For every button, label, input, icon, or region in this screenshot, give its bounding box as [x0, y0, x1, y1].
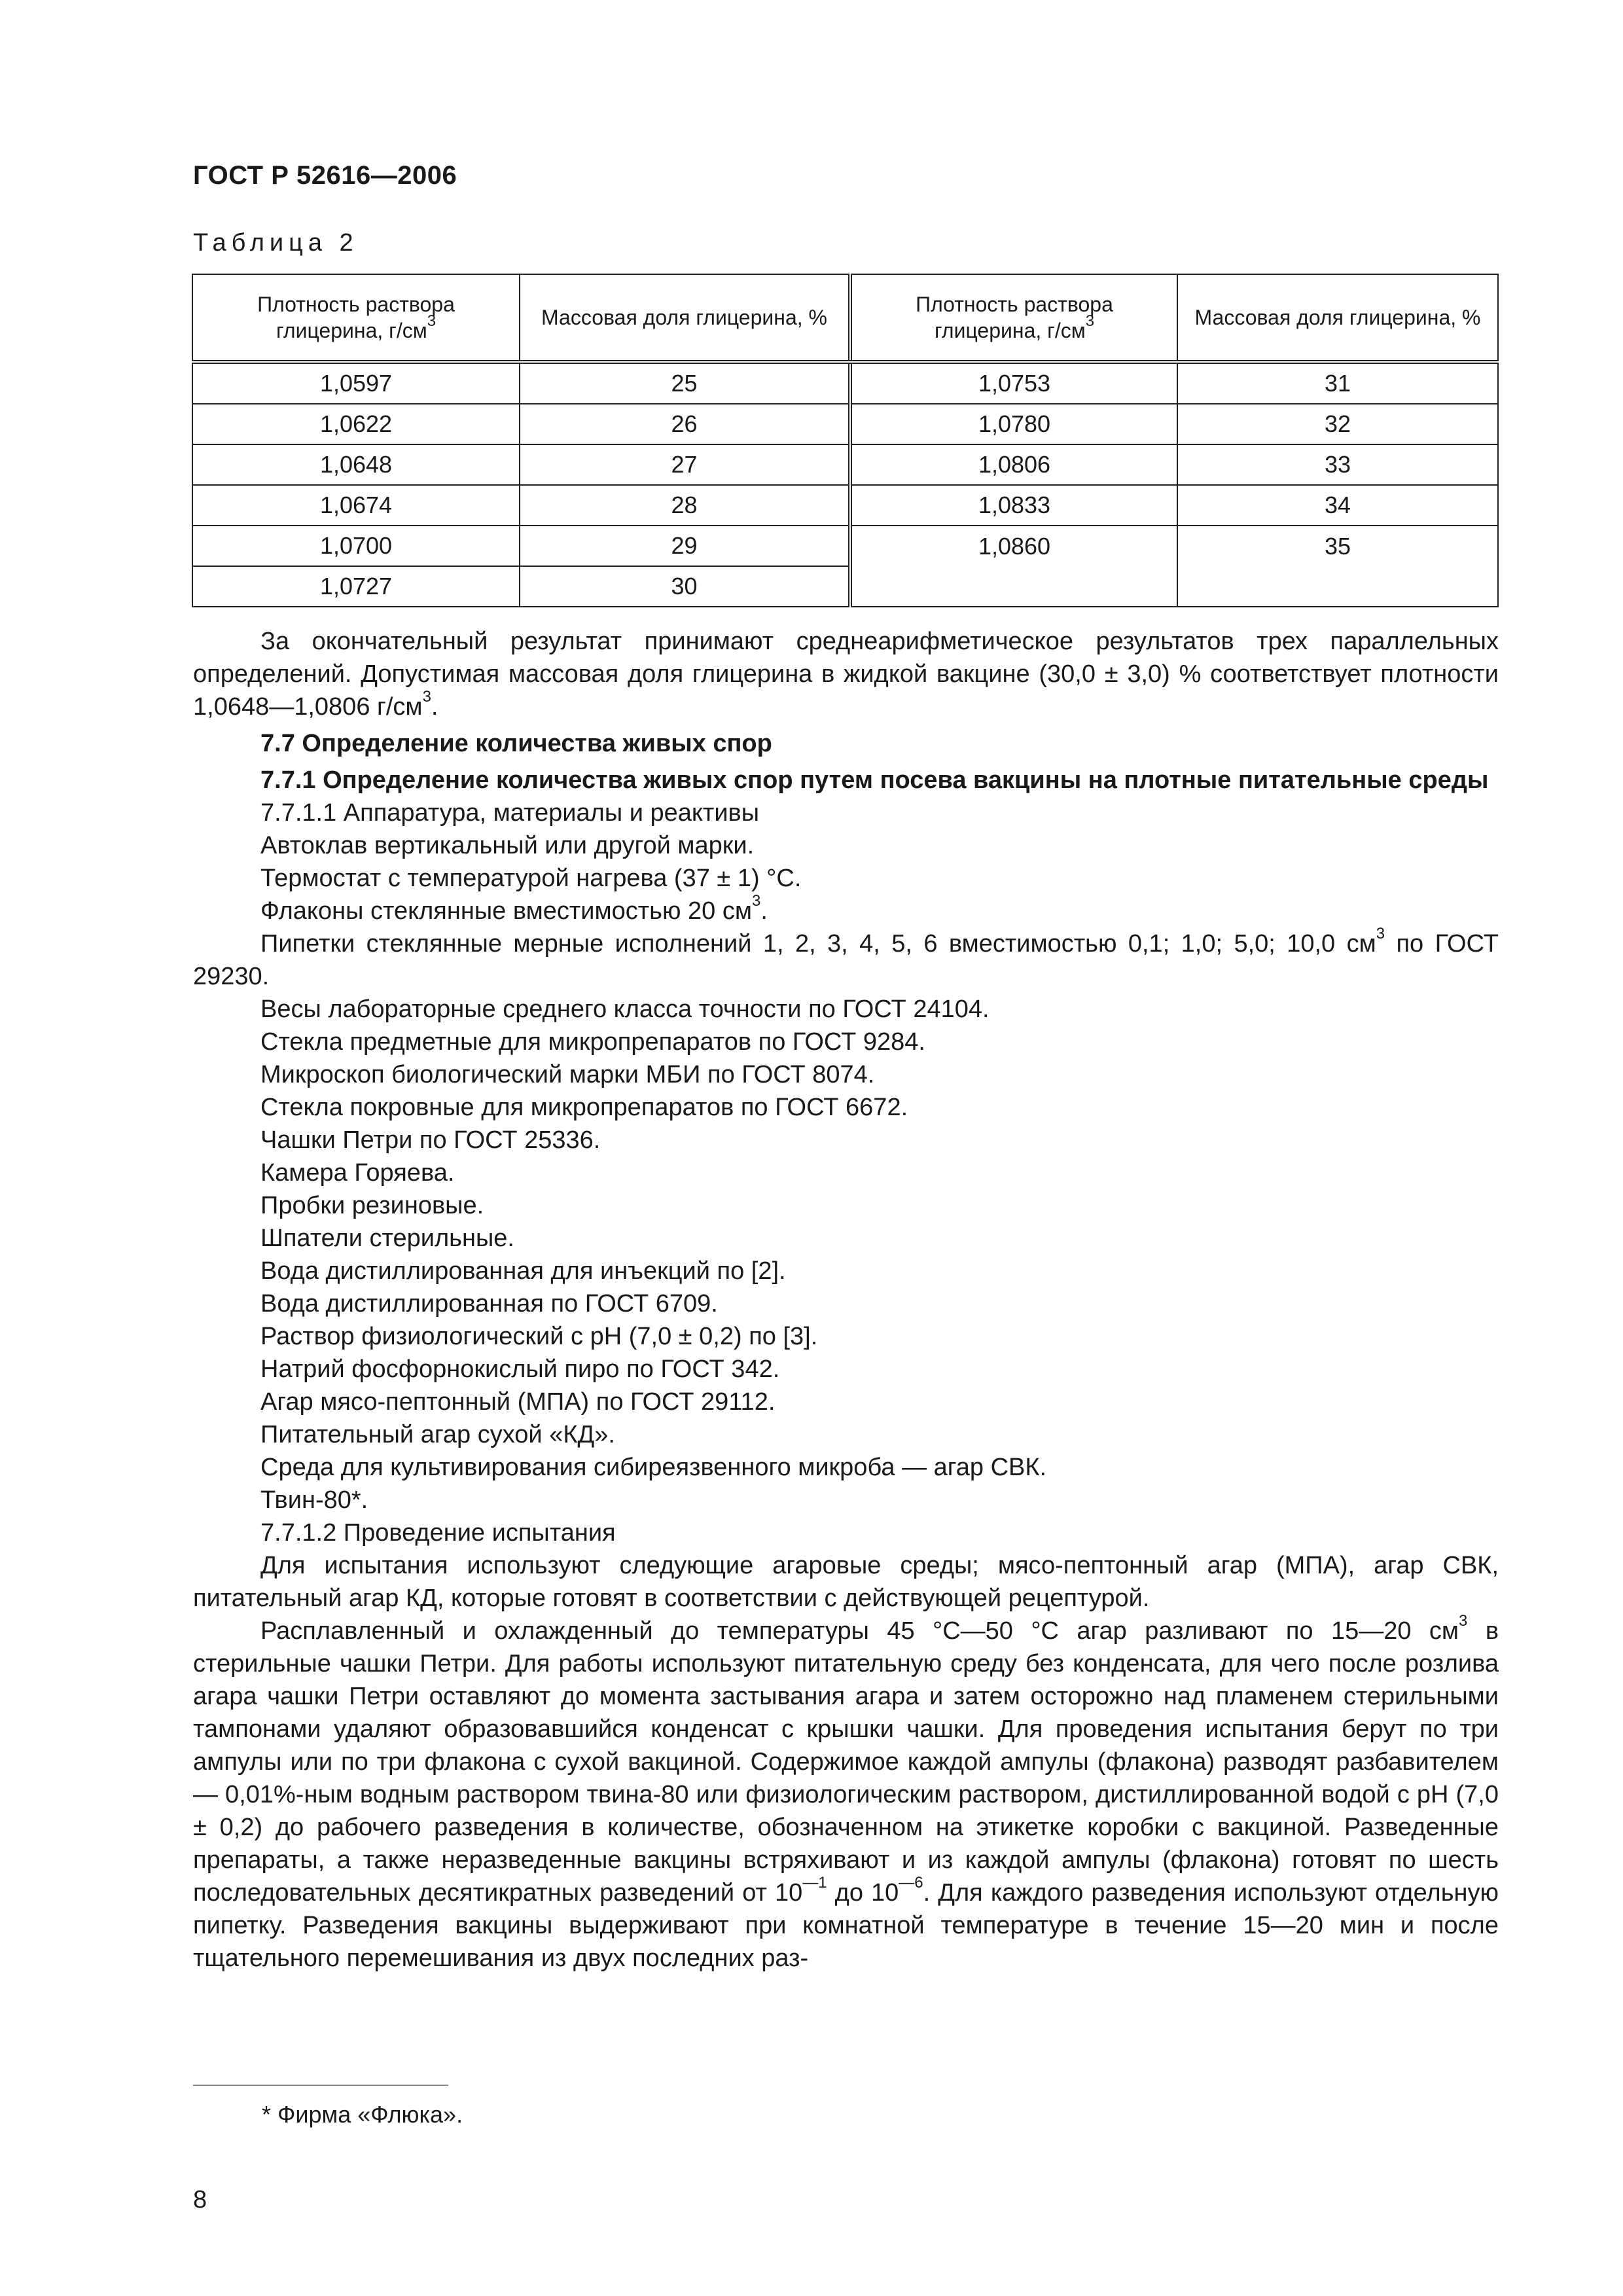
- document-header: ГОСТ Р 52616—2006: [193, 161, 457, 190]
- table-row: [192, 526, 1498, 566]
- table-cell: 25: [520, 362, 850, 404]
- table-cell: 33: [1177, 444, 1498, 485]
- table-row: [192, 485, 1498, 526]
- list-item: Пробки резиновые.: [260, 1192, 484, 1219]
- table-cell-empty: [850, 566, 1177, 607]
- header-density-1: Плотность раствора глицерина, $г/см^3$: [192, 274, 520, 362]
- paragraph-media: Для испытания используют следующие агаровые среды; мясо-пептонный агар (МПА), агар СВК, питательный агар КД, которые готовят в соответствии с действующей рецептурой.: [193, 1552, 1499, 1612]
- table-cell: 31: [1177, 362, 1498, 404]
- page-number: 8: [193, 2186, 207, 2214]
- table-cell: 30: [520, 566, 850, 607]
- table-cell: 1,0780: [850, 404, 1177, 444]
- list-item: Микроскоп биологический марки МБИ по ГОСТ 8074.: [260, 1061, 875, 1088]
- table-cell: 1,0674: [192, 485, 520, 526]
- list-item: Автоклав вертикальный или другой марки.: [260, 832, 755, 859]
- table-cell: 1,0860: [850, 526, 1177, 566]
- table-cell-empty: [1177, 566, 1498, 607]
- table-cell: 1,0753: [850, 362, 1177, 404]
- table-row: [192, 566, 1498, 607]
- list-item: Питательный агар сухой «КД».: [260, 1421, 615, 1448]
- header-mass-fraction-2: Массовая доля глицерина, %: [1177, 274, 1498, 362]
- table-cell: 1,0597: [192, 362, 520, 404]
- table-cell: 32: [1177, 404, 1498, 444]
- section-heading-7-7: 7.7 Определение количества живых спор: [260, 730, 772, 757]
- list-item: Твин-80*.: [260, 1486, 368, 1514]
- table-cell: 26: [520, 404, 850, 444]
- list-item: Камера Горяева.: [260, 1159, 455, 1187]
- list-item: Натрий фосфорнокислый пиро по ГОСТ 342.: [260, 1355, 780, 1383]
- section-heading-7-7-1-2: 7.7.1.2 Проведение испытания: [260, 1519, 616, 1547]
- list-item: Агар мясо-пептонный (МПА) по ГОСТ 29112.: [260, 1388, 776, 1416]
- table-cell: 35: [1177, 526, 1498, 566]
- table-cell: 29: [520, 526, 850, 566]
- table-caption: Таблица 2: [193, 229, 359, 257]
- list-item: Флаконы стеклянные вместимостью 20 $см^3$.: [260, 892, 768, 925]
- paragraph-procedure: Расплавленный и охлажденный до температуры 45 °С—50 °С агар разливают по 15—20 $см^3$ в стерильные чашки Петри. Для работы используют питательную среду без конденсата, для чего после розлива агара чашки Петри оставляют до момента застывания агара и затем осторожно над пламенем стерильными тампонами удаляют образовавшийся конденсат с крышки чашки. Для проведения испытания берут по три ампулы или по три флакона с сухой вакциной. Содержимое каждой ампулы (флакона) разводят разбавителем — 0,01%-ным водным раствором твина-80 или физиологическим раствором, дистиллированной водой с рН (7,0 ± 0,2) до рабочего разведения в количестве, обозначенном на этикетке коробки с вакциной. Разведенные препараты, а также неразведенные вакцины встряхивают и из каждой ампулы (флакона) готовят по шесть последовательных десятикратных разведений от $10^{—1}$ до $10^{—6}$. Для каждого разведения используют отдельную пипетку. Разведения вакцины выдерживают при комнатной температуре в течение 15—20 мин и после тщательного перемешивания из двух последних раз-: [193, 1612, 1499, 1972]
- list-item: Шпатели стерильные.: [260, 1225, 514, 1252]
- header-density-2: Плотность раствора глицерина, $г/см^3$: [850, 274, 1177, 362]
- table-row: [192, 362, 1498, 404]
- list-item: Среда для культивирования сибиреязвенного микроба — агар СВК.: [260, 1454, 1047, 1481]
- list-item: Стекла покровные для микропрепаратов по ГОСТ 6672.: [260, 1094, 908, 1121]
- section-heading-7-7-1-1: 7.7.1.1 Аппаратура, материалы и реактивы: [260, 799, 760, 827]
- list-item: Чашки Петри по ГОСТ 25336.: [260, 1126, 601, 1154]
- list-item: Стекла предметные для микропрепаратов по ГОСТ 9284.: [260, 1028, 925, 1056]
- body-text: [193, 625, 1499, 1975]
- table-cell: 28: [520, 485, 850, 526]
- header-mass-fraction-1: Массовая доля глицерина, %: [520, 274, 850, 362]
- glycerin-density-table: [192, 274, 1499, 607]
- list-item: Пипетки стеклянные мерные исполнений 1, 2, 3, 4, 5, 6 вместимостью 0,1; 1,0; 5,0; 10,0 $см^3$ по ГОСТ 29230.: [193, 925, 1499, 990]
- table-cell: 34: [1177, 485, 1498, 526]
- table-header-row: [192, 274, 1498, 362]
- table-row: [192, 444, 1498, 485]
- list-item: Вода дистиллированная по ГОСТ 6709.: [260, 1290, 718, 1318]
- table-cell: 1,0833: [850, 485, 1177, 526]
- table-cell: 1,0806: [850, 444, 1177, 485]
- table-cell: 1,0700: [192, 526, 520, 566]
- table-row: [192, 404, 1498, 444]
- list-item: Весы лабораторные среднего класса точности по ГОСТ 24104.: [260, 996, 990, 1023]
- table-cell: 1,0622: [192, 404, 520, 444]
- list-item: Вода дистиллированная для инъекций по [2].: [260, 1257, 786, 1285]
- list-item: Раствор физиологический с рН (7,0 ± 0,2) по [3].: [260, 1323, 818, 1350]
- table-cell: 27: [520, 444, 850, 485]
- paragraph-final-result: За окончательный результат принимают среднеарифметическое результатов трех параллельных определений. Допустимая массовая доля глицерина в жидкой вакцине (30,0 ± 3,0) % соответствует плотности 1,0648—1,0806 $г/см^3$.: [193, 628, 1499, 721]
- footnote: * Фирма «Флюка».: [262, 2101, 463, 2128]
- table-cell: 1,0648: [192, 444, 520, 485]
- table-cell: 1,0727: [192, 566, 520, 607]
- footnote-divider: [193, 2085, 448, 2086]
- section-heading-7-7-1: 7.7.1 Определение количества живых спор путем посева вакцины на плотные питательные среды: [260, 766, 1489, 794]
- list-item: Термостат с температурой нагрева (37 ± 1) °С.: [260, 865, 802, 892]
